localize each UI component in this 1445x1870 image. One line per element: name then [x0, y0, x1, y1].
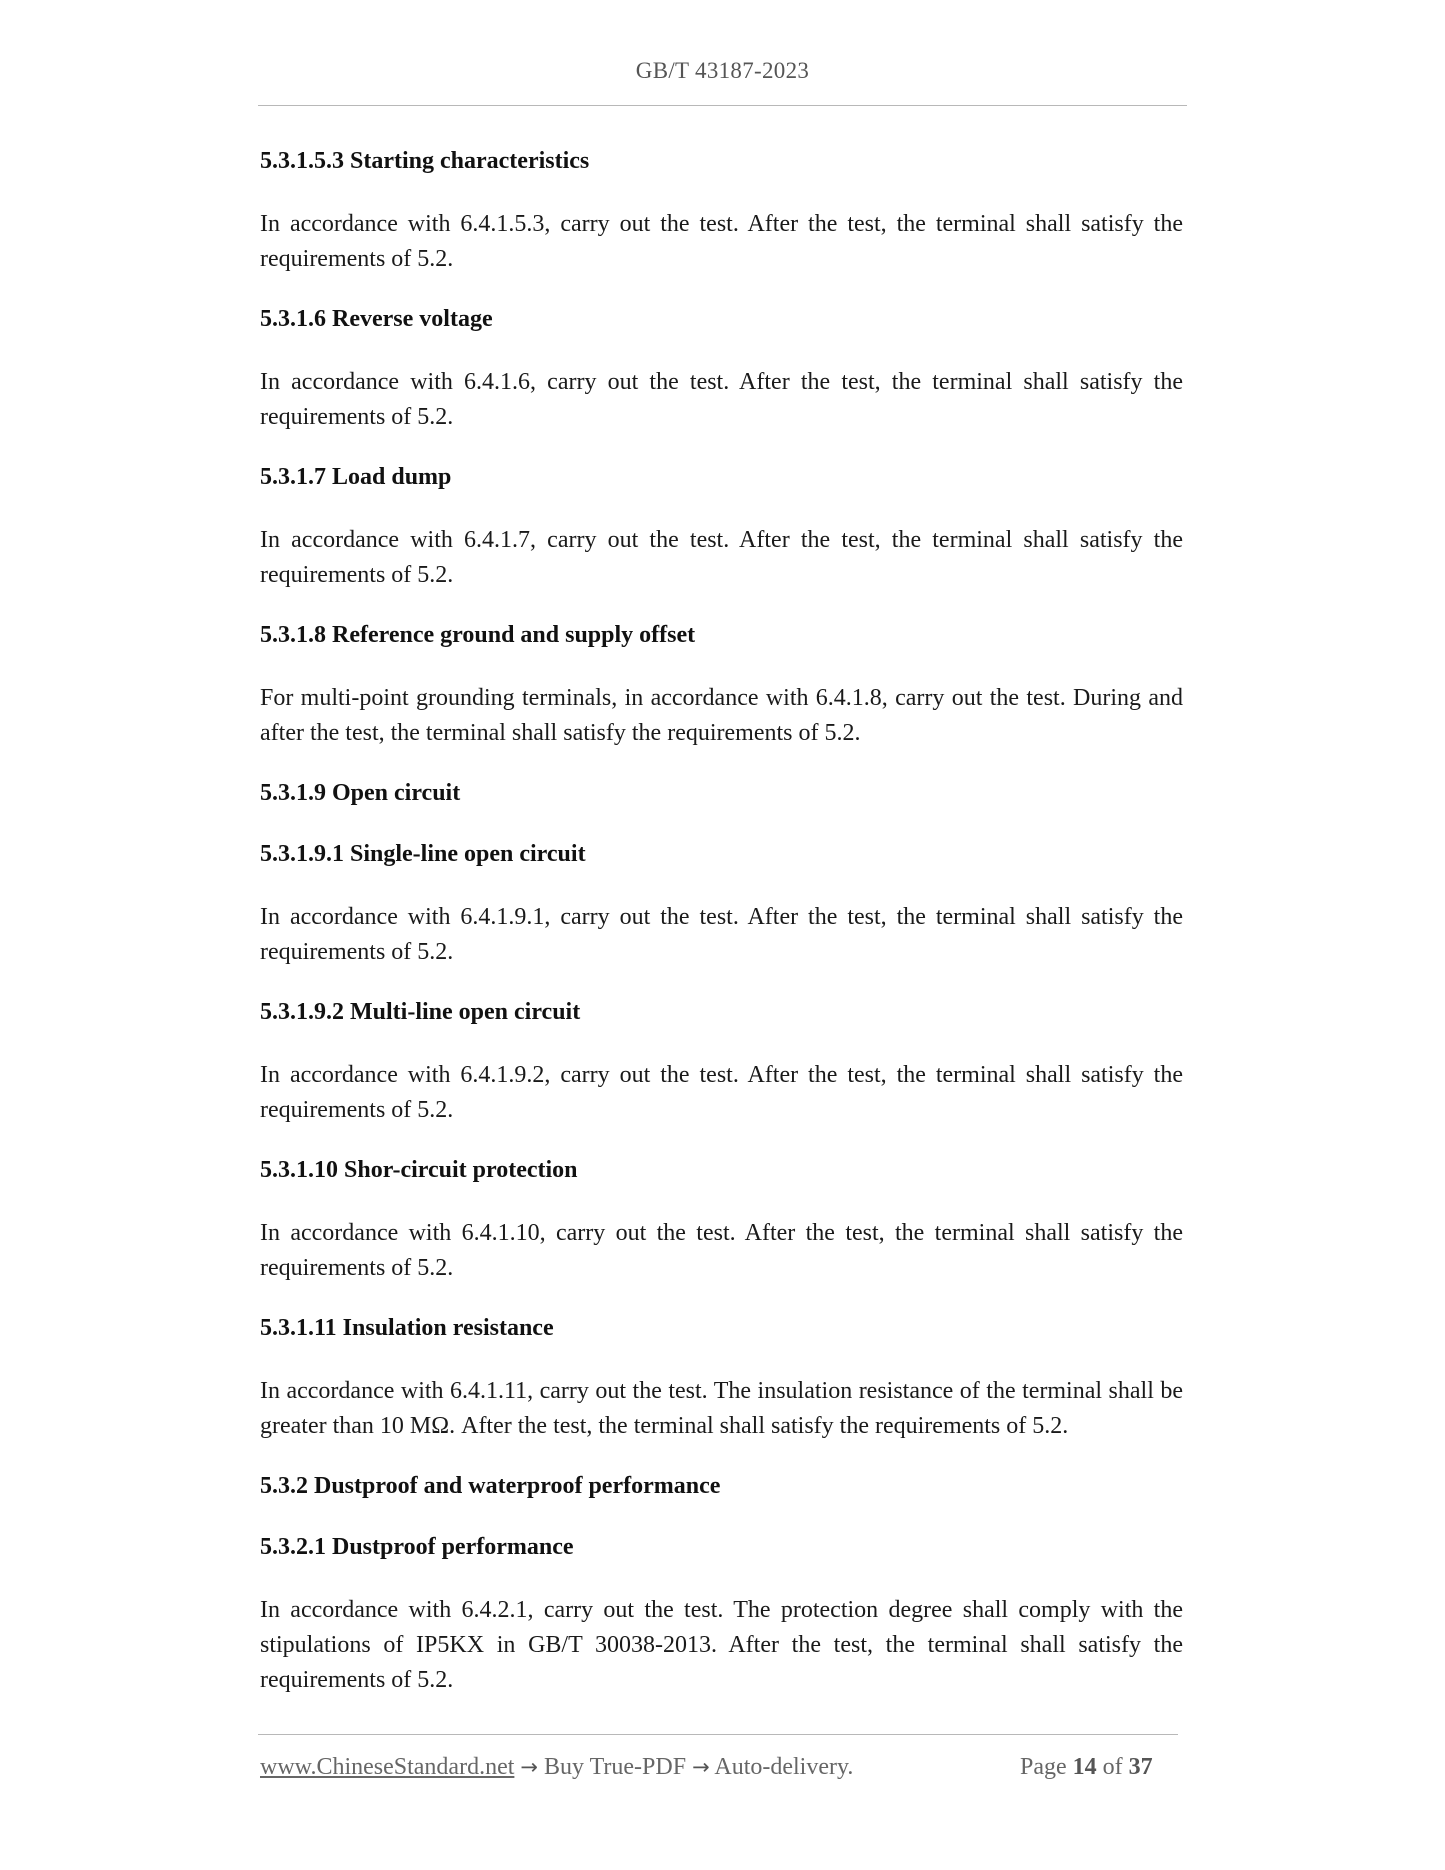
- section-paragraph: In accordance with 6.4.1.6, carry out the test. After the test, the terminal shall satisfy the requirements of 5.2.: [260, 369, 1183, 430]
- total-pages: 37: [1128, 1754, 1153, 1780]
- section-heading: 5.3.1.7 Load dump: [260, 464, 452, 490]
- page-number: 14: [1072, 1754, 1097, 1780]
- section-heading: 5.3.2 Dustproof and waterproof performance: [260, 1473, 721, 1499]
- of-label: of: [1102, 1754, 1123, 1780]
- section-paragraph: In accordance with 6.4.1.10, carry out the test. After the test, the terminal shall satisfy the requirements of 5.2.: [260, 1220, 1183, 1281]
- auto-delivery-text: Auto-delivery.: [714, 1754, 854, 1780]
- section-heading: 5.3.1.5.3 Starting characteristics: [260, 148, 590, 174]
- section-paragraph: In accordance with 6.4.1.7, carry out the test. After the test, the terminal shall satisfy the requirements of 5.2.: [260, 527, 1183, 588]
- page-indicator: [1020, 1754, 1153, 1781]
- footer-divider: [258, 1734, 1178, 1735]
- section-paragraph: In accordance with 6.4.1.11, carry out the test. The insulation resistance of the terminal shall be greater than 10 MΩ. After the test, the terminal shall satisfy the requirements of 5.2.: [260, 1378, 1183, 1439]
- footer-promo: [260, 1754, 853, 1781]
- website-link[interactable]: www.ChineseStandard.net: [260, 1754, 515, 1780]
- header-divider: [258, 105, 1187, 106]
- document-header-title: GB/T 43187-2023: [635, 58, 810, 83]
- section-paragraph: In accordance with 6.4.2.1, carry out the test. The protection degree shall comply with the stipulations of IP5KX in GB/T 30038-2013. After the test, the terminal shall satisfy the requirements of 5.2.: [260, 1597, 1183, 1693]
- section-heading: 5.3.2.1 Dustproof performance: [260, 1534, 574, 1560]
- section-heading: 5.3.1.9 Open circuit: [260, 780, 461, 806]
- section-heading: 5.3.1.11 Insulation resistance: [260, 1315, 554, 1341]
- document-body: [260, 146, 1183, 1725]
- section-heading: 5.3.1.9.1 Single-line open circuit: [260, 841, 586, 867]
- section-paragraph: In accordance with 6.4.1.5.3, carry out the test. After the test, the terminal shall satisfy the requirements of 5.2.: [260, 211, 1183, 272]
- section-paragraph: For multi-point grounding terminals, in accordance with 6.4.1.8, carry out the test. During and after the test, the terminal shall satisfy the requirements of 5.2.: [260, 685, 1183, 746]
- section-heading: 5.3.1.8 Reference ground and supply offset: [260, 622, 696, 648]
- buy-true-pdf-text: Buy True-PDF: [544, 1754, 687, 1780]
- section-paragraph: In accordance with 6.4.1.9.1, carry out the test. After the test, the terminal shall satisfy the requirements of 5.2.: [260, 904, 1183, 965]
- section-heading: 5.3.1.9.2 Multi-line open circuit: [260, 999, 581, 1025]
- section-heading: 5.3.1.6 Reverse voltage: [260, 306, 493, 332]
- section-paragraph: In accordance with 6.4.1.9.2, carry out the test. After the test, the terminal shall satisfy the requirements of 5.2.: [260, 1062, 1183, 1123]
- arrow-right-icon: →: [692, 1755, 710, 1779]
- page-label: Page: [1020, 1754, 1067, 1780]
- arrow-right-icon: →: [520, 1755, 538, 1779]
- section-heading: 5.3.1.10 Shor-circuit protection: [260, 1157, 578, 1183]
